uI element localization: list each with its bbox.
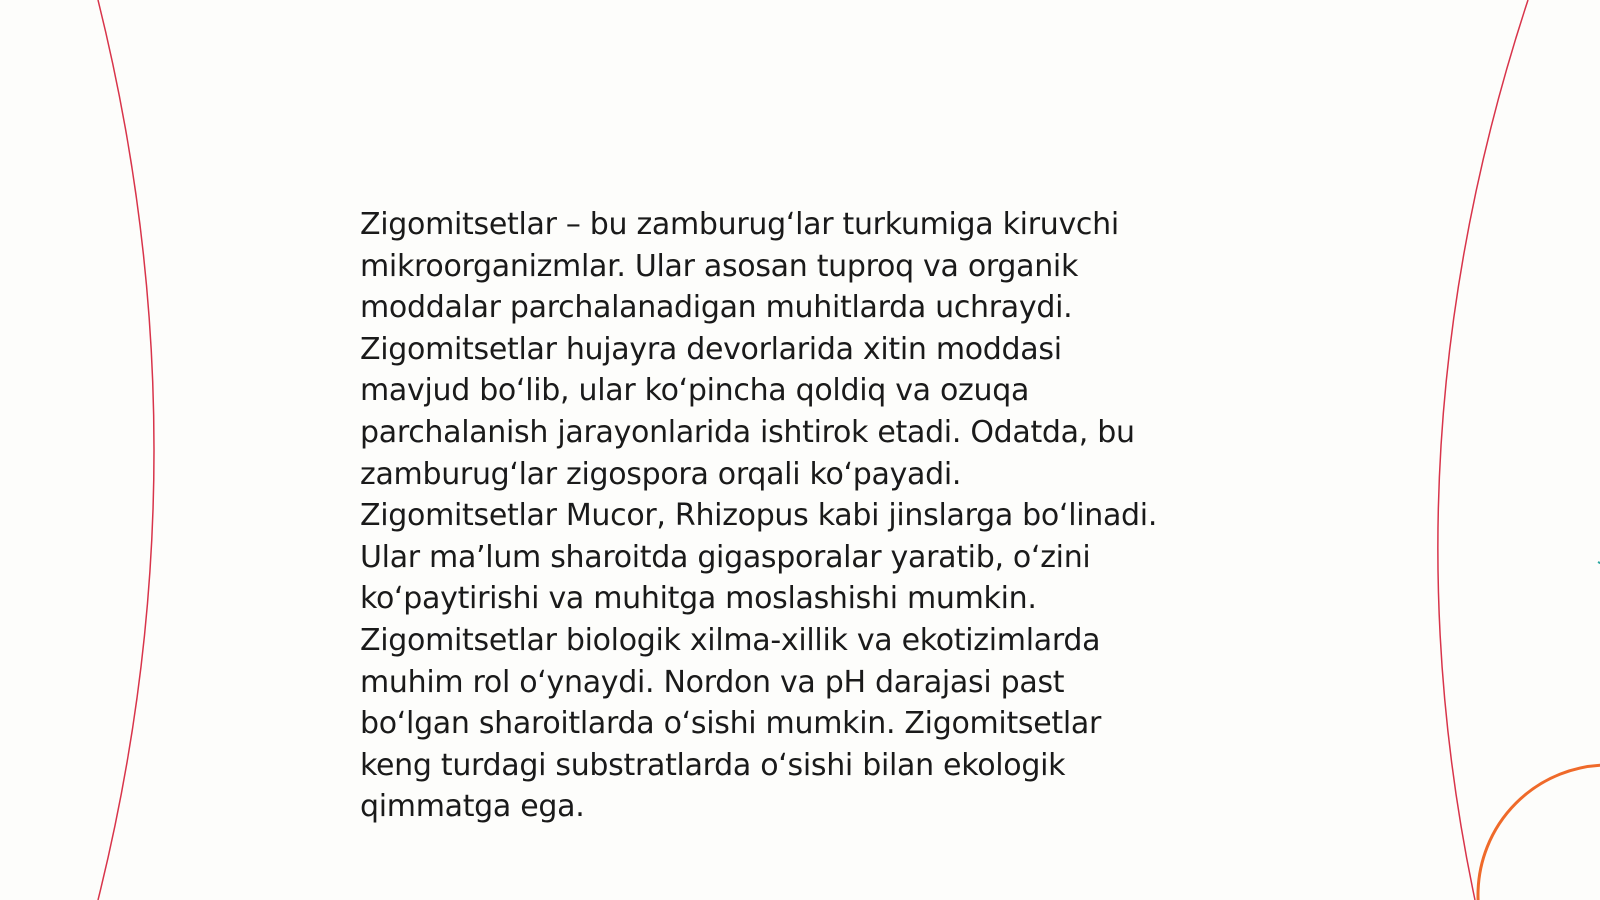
body-text: Zigomitsetlar – bu zamburugʻlar turkumiga kiruvchi mikroorganizmlar. Ular asosan tuproq va organik moddalar parchalanadigan muhitlarda uchraydi. Zigomitsetlar hujayra devorlarida xitin moddasi mavjud boʻlib, ular koʻpincha qoldiq va ozuqa parchalanish jarayonlarida ishtirok etadi. Odatda, bu zamburugʻlar zigospora orqali koʻpayadi. Zigomitsetlar Mucor, Rhizopus kabi jinslarga boʻlinadi. Ular maʼlum sharoitda gigasporalar yaratib, oʻzini koʻpaytirishi va muhitga moslashishi mumkin. Zigomitsetlar biologik xilma-xillik va ekotizimlarda muhim rol oʻynaydi. Nordon va pH darajasi past boʻlgan sharoitlarda oʻsishi mumkin. Zigomitsetlar keng turdagi substratlarda oʻsishi bilan ekologik qimmatga ega. [360,207,1158,825]
left-arc-line [98,0,154,900]
right-arc-line [1438,0,1528,900]
orange-circle-arc [1478,765,1600,900]
